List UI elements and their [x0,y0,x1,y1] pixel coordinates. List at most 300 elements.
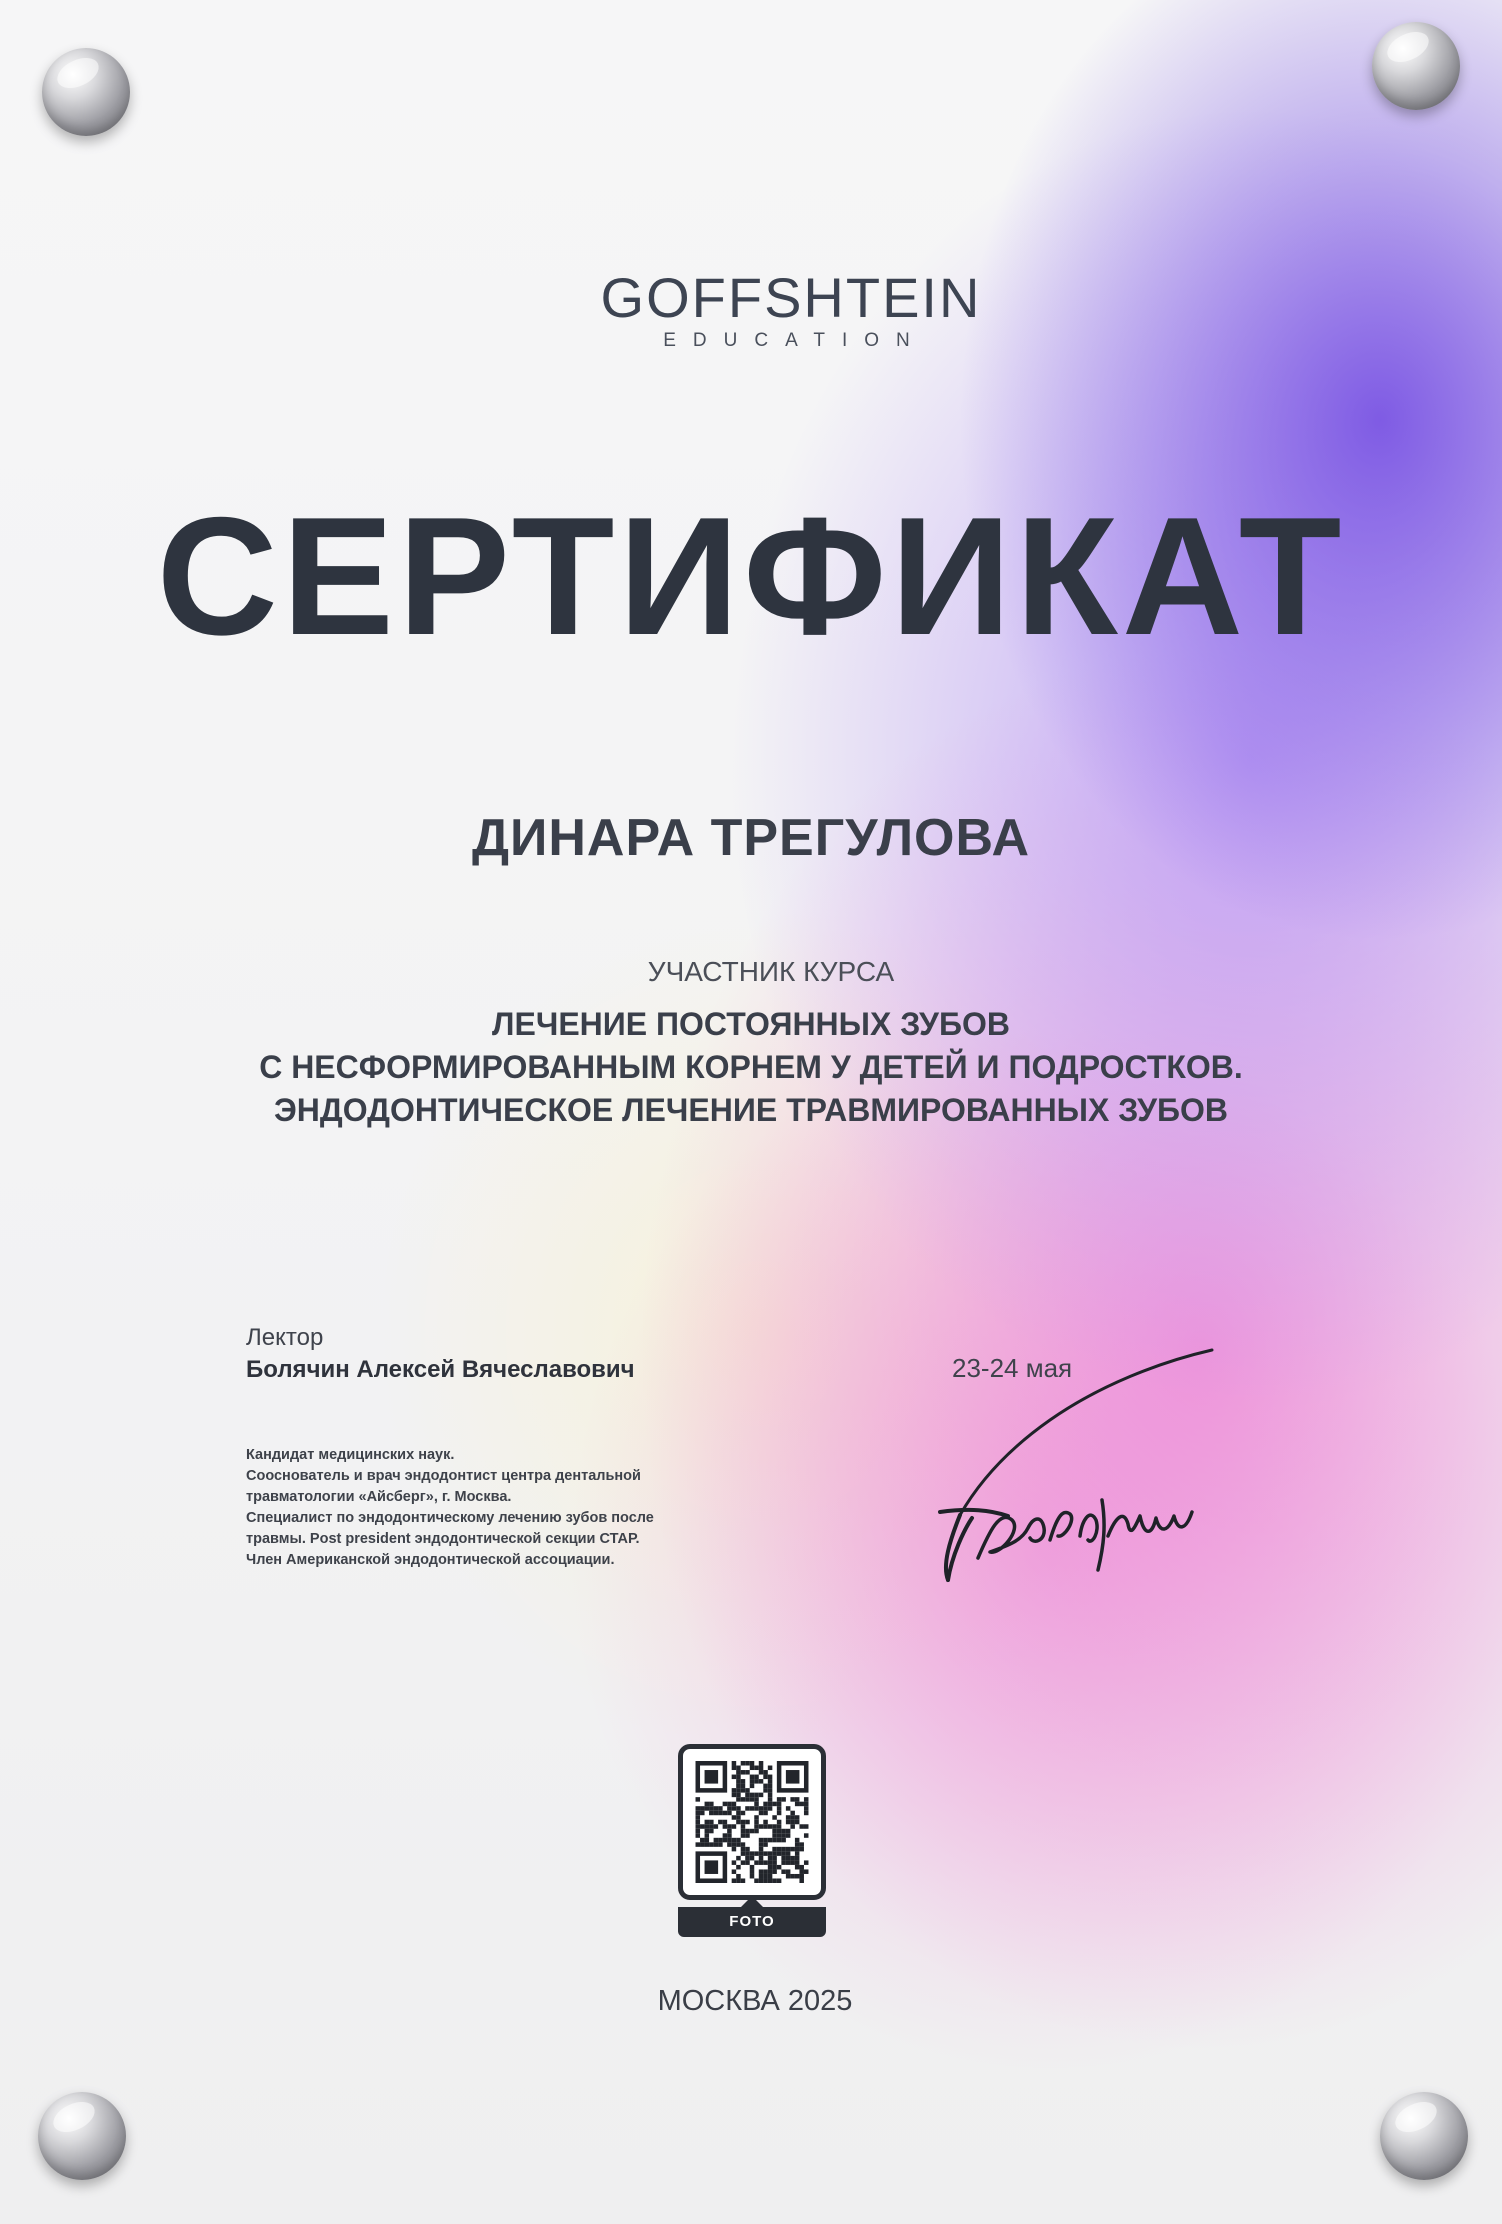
qr-module [759,1842,764,1847]
qr-module [745,1797,750,1802]
qr-module [732,1788,737,1793]
qr-module [781,1847,786,1852]
qr-module [736,1784,741,1789]
qr-module [781,1856,786,1861]
qr-module [732,1806,737,1811]
recipient-name: ДИНАРА ТРЕГУЛОВА [471,809,1031,867]
qr-module [768,1797,773,1802]
qr-module [759,1860,764,1865]
qr-module [696,1815,701,1820]
qr-module [736,1775,741,1780]
qr-module [705,1802,710,1807]
qr-module [741,1761,746,1766]
qr-module [700,1824,705,1829]
qr-module [759,1878,764,1883]
qr-module [718,1820,723,1825]
qr-module [745,1833,750,1838]
qr-module [709,1842,714,1847]
qr-module [736,1856,741,1861]
qr-module [723,1811,728,1816]
qr-module [754,1878,759,1883]
qr-module [705,1838,710,1843]
qr-module [795,1802,800,1807]
qr-module [790,1797,795,1802]
qr-module [759,1851,764,1856]
qr-module [754,1802,759,1807]
qr-module [772,1838,777,1843]
qr-module [732,1766,737,1771]
qr-module [754,1815,759,1820]
qr-module [795,1851,800,1856]
qr-module [777,1824,782,1829]
qr-module [768,1878,773,1883]
brand-logo-main: GOFFSHTEIN [600,266,982,329]
qr-module [768,1865,773,1870]
qr-module [754,1829,759,1834]
qr-module [795,1842,800,1847]
qr-module [777,1829,782,1834]
qr-module [709,1811,714,1816]
qr-module [700,1806,705,1811]
qr-module [750,1779,755,1784]
lecturer-bio-line: травмы. Post president эндодонтической секции СТАР. [246,1531,640,1547]
qr-module [799,1847,804,1852]
participant-label: УЧАСТНИК КУРСА [647,956,895,987]
qr-module [754,1779,759,1784]
qr-module [723,1824,728,1829]
qr-module [745,1770,750,1775]
qr-module [804,1833,809,1838]
qr-module [714,1811,719,1816]
qr-module [790,1824,795,1829]
qr-module [714,1838,719,1843]
qr-module [736,1770,741,1775]
qr-module [732,1860,737,1865]
qr-module [763,1860,768,1865]
lecturer-bio-line: травматологии «Айсберг», г. Москва. [246,1489,512,1505]
qr-module [741,1811,746,1816]
qr-module [696,1797,701,1802]
qr-module [768,1874,773,1879]
qr-module [723,1838,728,1843]
qr-module [745,1851,750,1856]
qr-module [736,1838,741,1843]
qr-module [732,1824,737,1829]
qr-module [763,1820,768,1825]
lecturer-bio-line: Специалист по эндодонтическому лечению зубов после [246,1510,654,1526]
qr-module [705,1842,710,1847]
qr-module [790,1874,795,1879]
qr-module [786,1806,791,1811]
qr-module [768,1856,773,1861]
qr-module [768,1851,773,1856]
qr-module [763,1878,768,1883]
qr-module [727,1806,732,1811]
qr-module [754,1820,759,1825]
qr-module [736,1842,741,1847]
qr-module [786,1847,791,1852]
qr-module [696,1829,701,1834]
qr-module [745,1829,750,1834]
qr-module [709,1820,714,1825]
qr-module [732,1838,737,1843]
qr-module [723,1820,728,1825]
qr-module [763,1811,768,1816]
qr-code-icon [695,1761,809,1883]
qr-module [709,1802,714,1807]
brand-logo-sub: EDUCATION [663,330,927,351]
qr-module [736,1793,741,1798]
qr-module [795,1874,800,1879]
qr-module [754,1806,759,1811]
qr-module [741,1860,746,1865]
qr-module [790,1820,795,1825]
qr-module [696,1833,701,1838]
qr-module [727,1829,732,1834]
qr-module [804,1806,809,1811]
qr-module [745,1860,750,1865]
qr-module [799,1865,804,1870]
qr-module [790,1847,795,1852]
qr-module [727,1842,732,1847]
qr-module [705,1806,710,1811]
qr-module [727,1802,732,1807]
qr-module [750,1793,755,1798]
qr-module [709,1806,714,1811]
qr-module [700,1842,705,1847]
qr-module [759,1779,764,1784]
qr-module [768,1860,773,1865]
qr-module [741,1878,746,1883]
qr-module [705,1829,710,1834]
standoff-screw-icon [1380,2092,1468,2180]
lecturer-name: Болячин Алексей Вячеславович [246,1356,635,1383]
qr-module [786,1820,791,1825]
qr-module [795,1847,800,1852]
qr-module [781,1829,786,1834]
qr-module [763,1842,768,1847]
qr-module [786,1860,791,1865]
brand-logo [0,268,1502,352]
qr-module [786,1856,791,1861]
qr-module [759,1856,764,1861]
qr-module [781,1797,786,1802]
lecturer-bio-line: Член Американской эндодонтической ассоциации. [246,1552,615,1568]
qr-module [714,1824,719,1829]
course-title-line: ЭНДОДОНТИЧЕСКОЕ ЛЕЧЕНИЕ ТРАВМИРОВАННЫХ ЗУБОВ [274,1092,1228,1128]
qr-module [745,1788,750,1793]
lecturer-bio-line: Кандидат медицинских наук. [246,1447,455,1463]
qr-module [700,1811,705,1816]
qr-module [790,1856,795,1861]
qr-module [745,1761,750,1766]
qr-module [705,1833,710,1838]
qr-module [763,1788,768,1793]
standoff-screw-icon [42,48,130,136]
qr-module [736,1874,741,1879]
qr-module [736,1815,741,1820]
qr-module [763,1874,768,1879]
qr-module [768,1775,773,1780]
qr-module [777,1851,782,1856]
course-date: 23-24 мая [952,1353,1073,1383]
qr-module [745,1847,750,1852]
qr-module [795,1856,800,1861]
qr-module [772,1802,777,1807]
qr-module [696,1824,701,1829]
qr-module [696,1811,701,1816]
qr-module [745,1806,750,1811]
qr-module [795,1860,800,1865]
qr-module [786,1815,791,1820]
qr-module [799,1878,804,1883]
qr-module [772,1833,777,1838]
qr-module [786,1869,791,1874]
qr-module [768,1793,773,1798]
qr-module [781,1860,786,1865]
qr-module [795,1838,800,1843]
qr-finder-square [705,1860,719,1874]
course-title [0,1003,1502,1132]
qr-module [750,1766,755,1771]
qr-module [750,1775,755,1780]
qr-module [759,1811,764,1816]
qr-module [736,1865,741,1870]
qr-module [709,1829,714,1834]
qr-module [772,1847,777,1852]
qr-module [745,1856,750,1861]
qr-module [768,1869,773,1874]
qr-module [759,1793,764,1798]
qr-module [718,1806,723,1811]
qr-module [705,1820,710,1825]
qr-module [763,1838,768,1843]
qr-module [786,1829,791,1834]
qr-module [804,1797,809,1802]
qr-module [768,1766,773,1771]
qr-frame [678,1744,826,1900]
qr-module [750,1829,755,1834]
qr-module [763,1869,768,1874]
qr-module [804,1811,809,1816]
qr-module [736,1811,741,1816]
lecturer-signature [930,1340,1220,1600]
standoff-screw-icon [1372,22,1460,110]
qr-module [799,1869,804,1874]
qr-module [750,1851,755,1856]
qr-module [754,1797,759,1802]
qr-module [772,1815,777,1820]
qr-module [777,1806,782,1811]
qr-module [763,1784,768,1789]
qr-module [763,1824,768,1829]
qr-module [799,1824,804,1829]
qr-module [786,1851,791,1856]
qr-module [759,1838,764,1843]
qr-module [772,1860,777,1865]
qr-module [772,1869,777,1874]
qr-module [790,1811,795,1816]
qr-module [741,1851,746,1856]
qr-module [705,1824,710,1829]
qr-module [741,1833,746,1838]
qr-module [763,1806,768,1811]
qr-module [781,1833,786,1838]
standoff-screw-icon [38,2092,126,2180]
qr-module [750,1874,755,1879]
qr-module [750,1806,755,1811]
qr-module [732,1761,737,1766]
qr-module [804,1860,809,1865]
qr-module [736,1878,741,1883]
qr-module [741,1820,746,1825]
qr-module [790,1860,795,1865]
qr-module [736,1820,741,1825]
lecturer-bio-line: Сооснователь и врач эндодонтист центра дентальной [246,1468,641,1484]
qr-module [709,1824,714,1829]
course-title-line: С НЕСФОРМИРОВАННЫМ КОРНЕМ У ДЕТЕЙ И ПОДРОСТКОВ. [259,1049,1243,1085]
qr-module [718,1811,723,1816]
qr-module [768,1806,773,1811]
qr-module [759,1806,764,1811]
qr-module [768,1802,773,1807]
qr-module [795,1815,800,1820]
qr-module [750,1761,755,1766]
qr-module [768,1784,773,1789]
qr-tab-label: FOTO [678,1907,826,1937]
qr-module [768,1788,773,1793]
qr-finder-square [786,1770,800,1784]
qr-module [696,1806,701,1811]
lecturer-bio [246,1445,706,1571]
qr-module [772,1851,777,1856]
qr-module [804,1869,809,1874]
qr-module [772,1878,777,1883]
qr-module [781,1838,786,1843]
qr-code-block[interactable] [678,1744,826,1940]
qr-module [772,1829,777,1834]
qr-module [714,1842,719,1847]
qr-module [795,1797,800,1802]
qr-module [741,1788,746,1793]
qr-module [745,1793,750,1798]
lecturer-label: Лектор [246,1324,324,1351]
qr-module [741,1847,746,1852]
qr-module [718,1842,723,1847]
qr-module [727,1811,732,1816]
qr-module [754,1775,759,1780]
qr-module [750,1784,755,1789]
qr-module [759,1761,764,1766]
qr-module [759,1874,764,1879]
qr-module [777,1820,782,1825]
qr-module [763,1851,768,1856]
qr-module [741,1779,746,1784]
qr-module [786,1874,791,1879]
qr-module [799,1802,804,1807]
qr-module [777,1878,782,1883]
qr-module [732,1847,737,1852]
qr-module [696,1820,701,1825]
qr-module [741,1784,746,1789]
qr-module [750,1797,755,1802]
qr-module [763,1770,768,1775]
qr-module [759,1847,764,1852]
qr-module [736,1779,741,1784]
qr-module [754,1793,759,1798]
qr-module [799,1874,804,1879]
qr-module [777,1847,782,1852]
qr-module [696,1842,701,1847]
city-year: МОСКВА 2025 [657,1985,853,2017]
qr-module [741,1829,746,1834]
qr-module [727,1824,732,1829]
qr-module [736,1788,741,1793]
qr-module [795,1820,800,1825]
qr-module [777,1797,782,1802]
qr-module [768,1824,773,1829]
qr-module [781,1851,786,1856]
qr-module [754,1766,759,1771]
qr-module [723,1833,728,1838]
qr-module [745,1820,750,1825]
qr-module [759,1766,764,1771]
qr-module [781,1869,786,1874]
course-title-line: ЛЕЧЕНИЕ ПОСТОЯННЫХ ЗУБОВ [492,1006,1010,1042]
certificate-title: СЕРТИФИКАТ [156,482,1346,670]
qr-module [750,1856,755,1861]
qr-module [723,1802,728,1807]
qr-module [777,1833,782,1838]
qr-module [754,1824,759,1829]
qr-module [732,1878,737,1883]
qr-module [727,1833,732,1838]
qr-module [732,1842,737,1847]
qr-module [700,1838,705,1843]
qr-module [732,1793,737,1798]
qr-module [790,1815,795,1820]
qr-module [750,1865,755,1870]
qr-module [768,1838,773,1843]
qr-module [741,1770,746,1775]
qr-module [732,1775,737,1780]
qr-module [772,1865,777,1870]
qr-module [777,1838,782,1843]
qr-module [763,1802,768,1807]
qr-module [759,1869,764,1874]
qr-module [736,1806,741,1811]
qr-module [732,1815,737,1820]
qr-module [759,1770,764,1775]
qr-module [741,1797,746,1802]
qr-module [714,1806,719,1811]
qr-module [772,1824,777,1829]
qr-module [741,1824,746,1829]
qr-module [718,1838,723,1843]
qr-module [763,1775,768,1780]
qr-module [795,1865,800,1870]
qr-module [777,1865,782,1870]
qr-module [741,1842,746,1847]
qr-module [736,1766,741,1771]
qr-module [750,1869,755,1874]
qr-finder-square [705,1770,719,1784]
qr-module [754,1851,759,1856]
qr-module [772,1856,777,1861]
qr-module [754,1860,759,1865]
qr-module [727,1838,732,1843]
qr-module [759,1824,764,1829]
